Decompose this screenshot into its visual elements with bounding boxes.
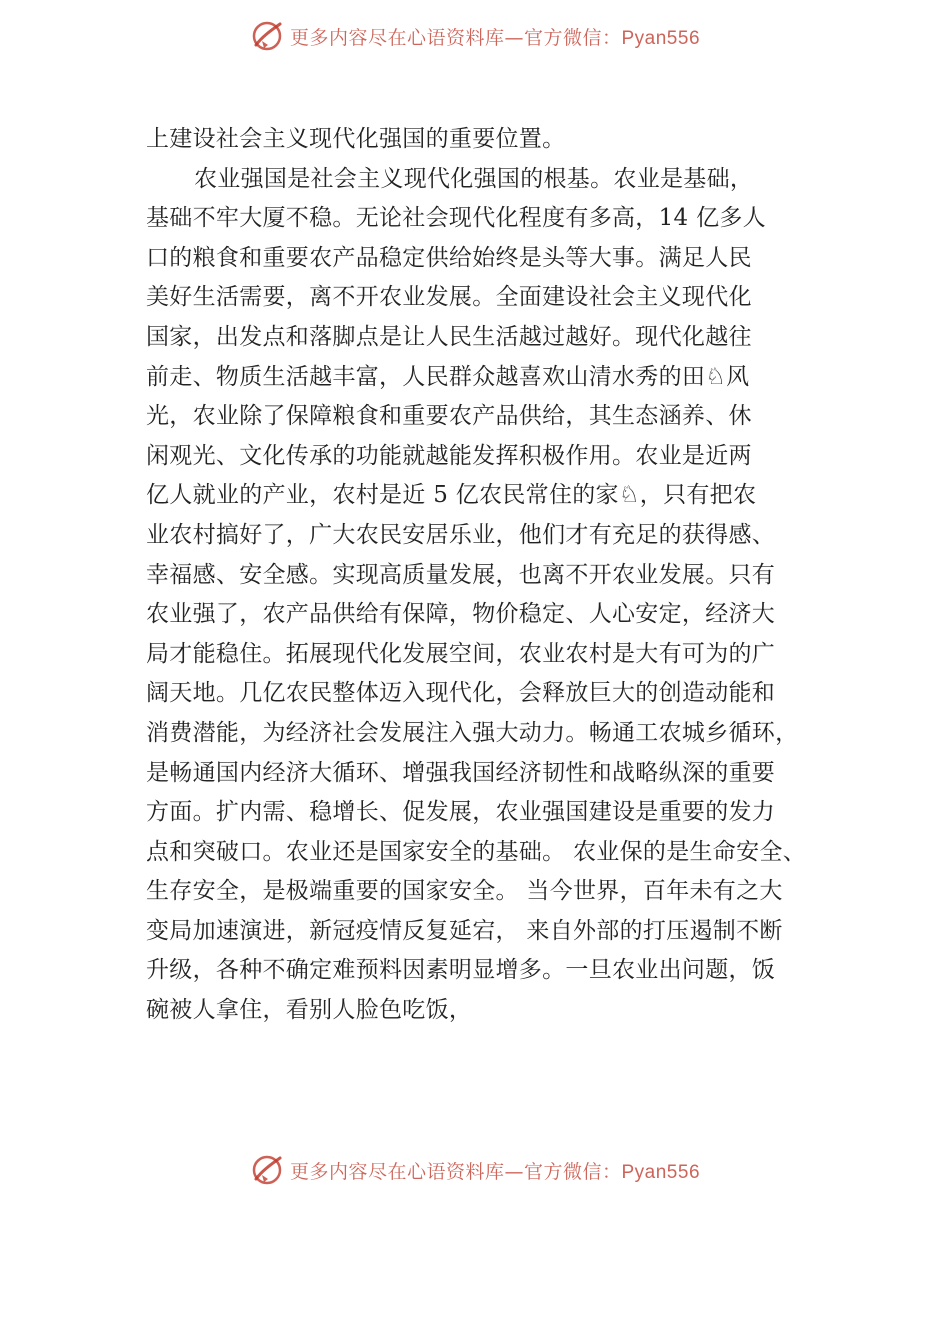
brush-logo-icon xyxy=(250,1153,284,1187)
text-line: 上建设社会主义现代化强国的重要位置。 xyxy=(146,126,566,152)
text-line: 基础不牢大厦不稳。无论社会现代化程度有多高，14 亿多人 xyxy=(146,205,766,232)
text-line: 口的粮食和重要农产品稳定供给始终是头等大事。满足人民 xyxy=(146,244,752,271)
brush-logo-icon xyxy=(250,19,284,53)
text-line: 前走、物质生活越丰富，人民群众越喜欢山清水秀的田♘风 xyxy=(146,363,750,390)
text-line: 变局加速演进，新冠疫情反复延宕， 来自外部的打压遏制不断 xyxy=(146,917,783,944)
text-line: 亿人就业的产业，农村是近 5 亿农民常住的家♘，只有把农 xyxy=(146,482,757,509)
text-line: 阔天地。几亿农民整体迈入现代化，会释放巨大的创造动能和 xyxy=(146,680,776,707)
text-line: 消费潜能，为经济社会发展注入强大动力。畅通工农城乡循环， xyxy=(146,719,799,746)
watermark-text: 更多内容尽在心语资料库—官方微信：Pyan556 xyxy=(289,26,701,49)
paragraph-first-line: 农业强国是社会主义现代化强国的根基。农业是基础， xyxy=(194,165,754,192)
text-line: 是畅通国内经济大循环、增强我国经济韧性和战略纵深的重要 xyxy=(146,759,776,786)
header-watermark xyxy=(0,14,950,58)
text-line: 幸福感、安全感。实现高质量发展，也离不开农业发展。只有 xyxy=(146,561,776,588)
text-line: 点和突破口。农业还是国家安全的基础。 农业保的是生命安全、 xyxy=(146,838,807,865)
document-body xyxy=(146,120,836,1031)
text-line: 方面。扩内需、稳增长、促发展，农业强国建设是重要的发力 xyxy=(146,799,776,826)
text-line: 业农村搞好了，广大农民安居乐业，他们才有充足的获得感、 xyxy=(146,521,776,548)
text-line: 升级，各种不确定难预料因素明显增多。一旦农业出问题，饭 xyxy=(146,957,776,984)
text-line: 光，农业除了保障粮食和重要农产品供给，其生态涵养、休 xyxy=(146,403,752,430)
text-line: 农业强了，农产品供给有保障，物价稳定、人心安定，经济大 xyxy=(146,601,776,628)
text-line: 国家，出发点和落脚点是让人民生活越过越好。现代化越往 xyxy=(146,323,752,350)
text-line: 生存安全，是极端重要的国家安全。 当今世界，百年未有之大 xyxy=(146,878,783,905)
footer-watermark xyxy=(0,1148,950,1192)
text-line: 碗被人拿住，看别人脸色吃饭， xyxy=(146,997,473,1024)
text-line: 局才能稳住。拓展现代化发展空间，农业农村是大有可为的广 xyxy=(146,640,776,667)
text-line: 闲观光、文化传承的功能就越能发挥积极作用。农业是近两 xyxy=(146,442,752,469)
text-line: 美好生活需要，离不开农业发展。全面建设社会主义现代化 xyxy=(146,284,752,311)
watermark-text: 更多内容尽在心语资料库—官方微信：Pyan556 xyxy=(289,1160,701,1183)
